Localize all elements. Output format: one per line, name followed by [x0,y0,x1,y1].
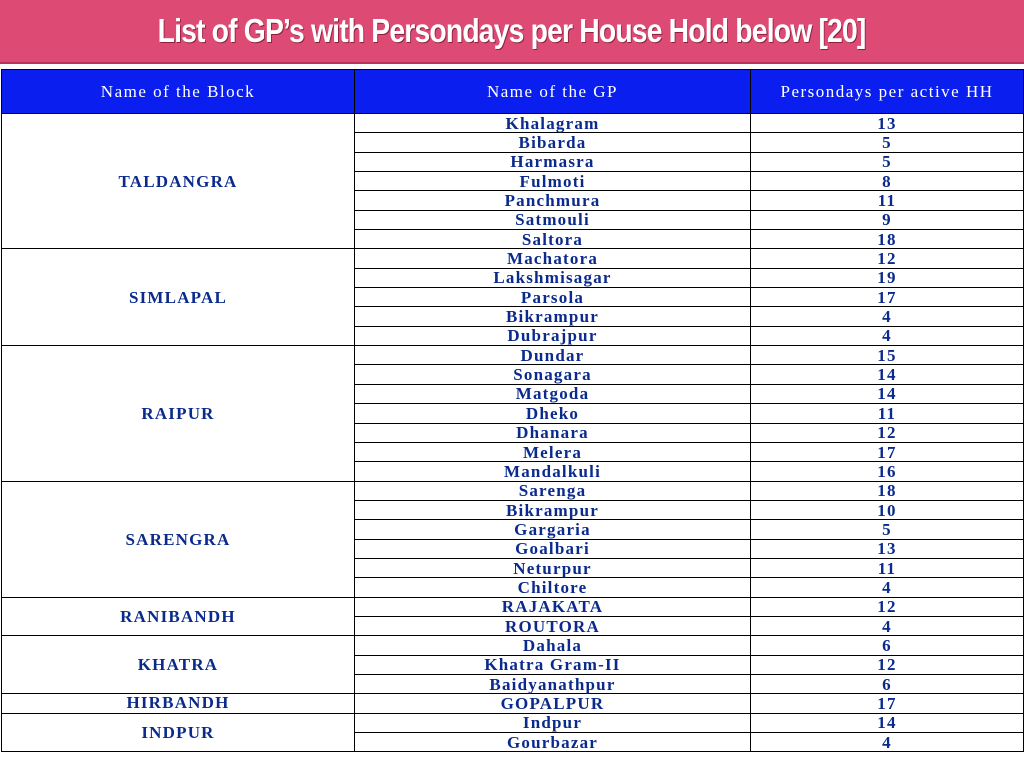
gp-cell: Satmouli [355,210,751,229]
gp-cell: Bikrampur [355,500,751,519]
gp-cell: Indpur [355,713,751,732]
table-row [2,114,1024,133]
gp-cell: Sonagara [355,365,751,384]
gp-cell: Dahala [355,636,751,655]
value-cell: 18 [751,481,1024,500]
block-cell: SARENGRA [2,481,355,597]
gp-cell: Lakshmisagar [355,268,751,287]
value-cell: 17 [751,442,1024,461]
value-cell: 13 [751,114,1024,133]
value-cell: 17 [751,288,1024,307]
page-title: List of GP’s with Persondays per House Hold below [20] [158,12,866,49]
gp-cell: Dubrajpur [355,326,751,345]
value-cell: 11 [751,558,1024,577]
value-cell: 6 [751,674,1024,693]
gp-cell: Bibarda [355,133,751,152]
block-cell: INDPUR [2,713,355,752]
gp-cell: Panchmura [355,191,751,210]
gp-cell: Neturpur [355,558,751,577]
gp-cell: Gargaria [355,520,751,539]
gp-cell: Machatora [355,249,751,268]
gp-cell: Dhanara [355,423,751,442]
value-cell: 14 [751,365,1024,384]
value-cell: 4 [751,307,1024,326]
gp-cell: Melera [355,442,751,461]
value-cell: 17 [751,694,1024,713]
value-cell: 16 [751,462,1024,481]
gp-cell: Dundar [355,346,751,365]
value-cell: 5 [751,520,1024,539]
block-cell: HIRBANDH [2,694,355,713]
block-cell: RANIBANDH [2,597,355,636]
gp-cell: Gourbazar [355,733,751,752]
block-cell: RAIPUR [2,346,355,481]
value-cell: 9 [751,210,1024,229]
value-cell: 4 [751,578,1024,597]
value-cell: 14 [751,713,1024,732]
gp-cell: Khalagram [355,114,751,133]
value-cell: 10 [751,500,1024,519]
table-row [2,249,1024,268]
value-cell: 8 [751,172,1024,191]
header-row [2,70,1024,114]
gp-cell: RAJAKATA [355,597,751,616]
block-cell: SIMLAPAL [2,249,355,346]
gp-cell: Khatra Gram-II [355,655,751,674]
gp-cell: ROUTORA [355,616,751,635]
value-cell: 12 [751,597,1024,616]
value-cell: 12 [751,423,1024,442]
value-cell: 4 [751,733,1024,752]
value-cell: 4 [751,326,1024,345]
table-row [2,713,1024,732]
table-row [2,636,1024,655]
value-cell: 18 [751,230,1024,249]
value-cell: 5 [751,133,1024,152]
value-cell: 12 [751,249,1024,268]
block-cell: TALDANGRA [2,114,355,249]
gp-cell: Parsola [355,288,751,307]
value-cell: 14 [751,384,1024,403]
gp-cell: Saltora [355,230,751,249]
value-cell: 15 [751,346,1024,365]
table-row [2,481,1024,500]
value-cell: 4 [751,616,1024,635]
header-gp: Name of the GP [355,70,751,114]
table-row [2,346,1024,365]
gp-cell: Chiltore [355,578,751,597]
gp-table [1,69,1024,752]
value-cell: 13 [751,539,1024,558]
value-cell: 5 [751,152,1024,171]
header-block: Name of the Block [2,70,355,114]
gp-cell: GOPALPUR [355,694,751,713]
gp-cell: Bikrampur [355,307,751,326]
gp-cell: Harmasra [355,152,751,171]
gp-cell: Goalbari [355,539,751,558]
gp-cell: Sarenga [355,481,751,500]
gp-cell: Dheko [355,404,751,423]
gp-cell: Mandalkuli [355,462,751,481]
gp-cell: Baidyanathpur [355,674,751,693]
value-cell: 12 [751,655,1024,674]
value-cell: 11 [751,191,1024,210]
table-row [2,597,1024,616]
gp-cell: Matgoda [355,384,751,403]
value-cell: 19 [751,268,1024,287]
value-cell: 6 [751,636,1024,655]
title-bar [0,0,1024,64]
table-row [2,694,1024,713]
value-cell: 11 [751,404,1024,423]
gp-cell: Fulmoti [355,172,751,191]
block-cell: KHATRA [2,636,355,694]
header-persondays: Persondays per active HH [751,70,1024,114]
